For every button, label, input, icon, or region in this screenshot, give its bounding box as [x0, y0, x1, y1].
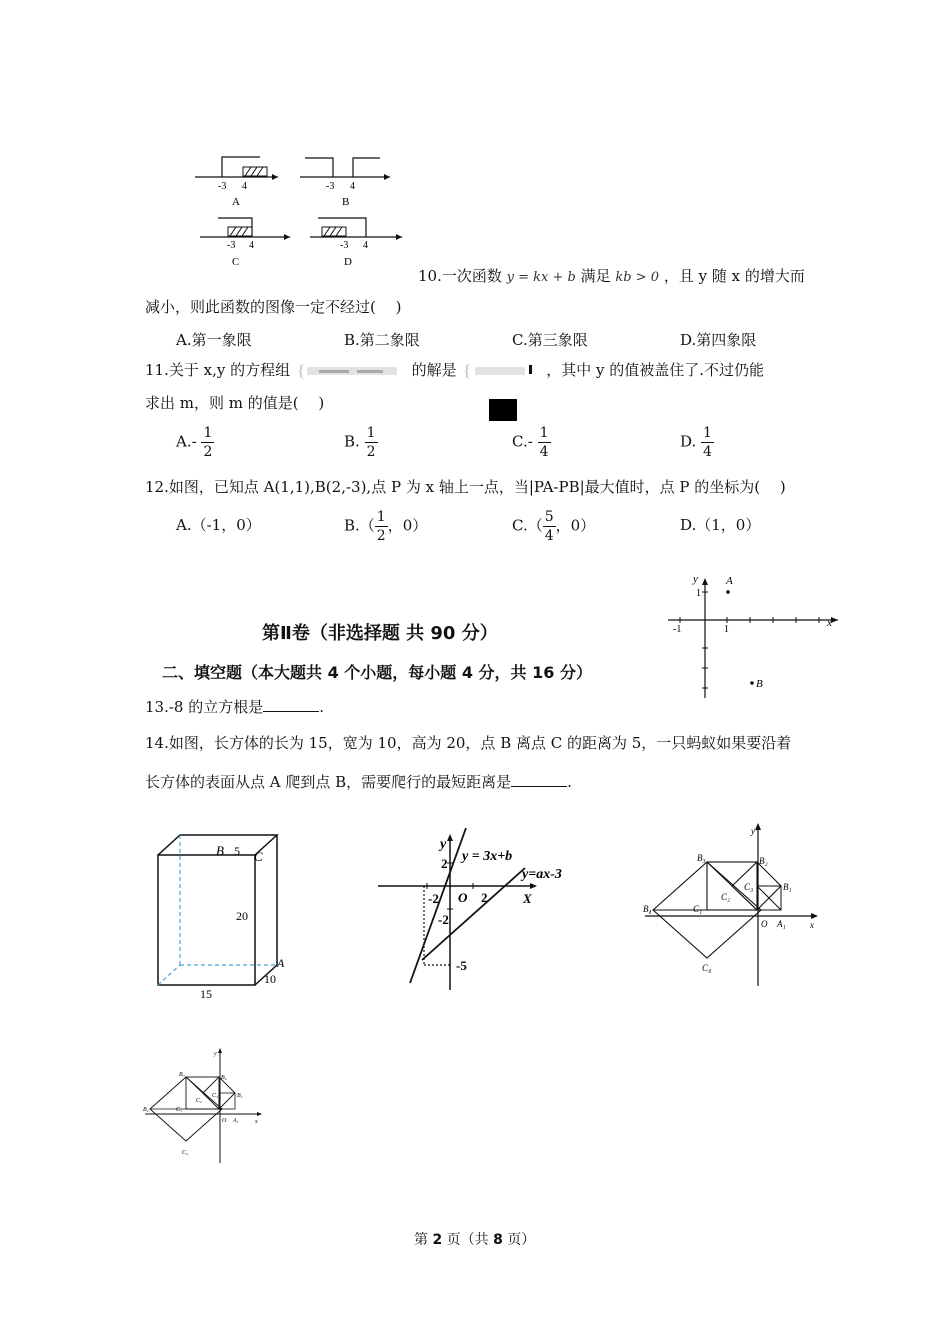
tick-label: -3	[340, 240, 349, 251]
question-13: 13.-8 的立方根是 .	[145, 698, 325, 716]
x-tick-1: 1	[724, 624, 729, 635]
answer-blank[interactable]	[511, 772, 567, 787]
svg-text:C₁: C₁	[693, 904, 703, 914]
svg-text:{: {	[463, 362, 472, 380]
section-title: 二、填空题（本大题共 4 个小题，每小题 4 分，共 16 分）	[162, 663, 592, 682]
option-label-b: B	[342, 196, 350, 208]
svg-text:C₂: C₂	[196, 1098, 203, 1104]
part-2-title: 第Ⅱ卷（非选择题 共 90 分）	[262, 623, 498, 644]
question-12-text: 12.如图，已知点 A(1,1),B(2,-3),点 P 为 x 轴上一点，当|PA-PB|最大值时，点 P 的坐标为( )	[145, 478, 786, 496]
label-15: 15	[200, 987, 212, 1001]
svg-text:B₃: B₃	[697, 853, 706, 863]
q11-option-c: C.- $\frac{1}{4}$	[512, 425, 549, 460]
number-line-diagrams	[190, 150, 420, 275]
q11-option-a: A.- $\frac{1}{2}$	[176, 425, 213, 460]
option-label-a: A	[232, 196, 240, 208]
label-5: 5	[234, 844, 240, 858]
tick-label: 4	[363, 240, 368, 251]
svg-text:B₁: B₁	[237, 1093, 243, 1099]
q11-option-d: D. $\frac{1}{4}$	[680, 425, 712, 460]
tick-neg5: -5	[456, 958, 467, 973]
svg-text:C₃: C₃	[744, 882, 754, 892]
label-b: B	[216, 843, 224, 858]
page-total: 8	[493, 1232, 503, 1248]
squares-figure-large	[640, 818, 830, 988]
svg-text:y: y	[214, 1051, 217, 1057]
tick-2-y: 2	[441, 856, 448, 871]
linear-functions-figure	[370, 828, 590, 993]
y-tick-1: 1	[696, 588, 701, 599]
q10-formula: y = kx + b	[506, 270, 576, 285]
label-c: C	[254, 849, 263, 864]
tick-label: 4	[242, 181, 247, 192]
page-number: 2	[432, 1232, 443, 1248]
svg-text:x: x	[810, 920, 814, 930]
coordinate-plot-q12	[660, 570, 850, 700]
number-line-d	[310, 218, 402, 268]
svg-text:C₁: C₁	[176, 1107, 183, 1113]
option-label-d: D	[344, 256, 352, 268]
question-10-line2: 减小，则此函数的图像一定不经过( )	[145, 298, 402, 316]
svg-text:O: O	[222, 1118, 227, 1124]
q12-option-b: B.（ $\frac{1}{2}$ ，0）	[344, 509, 428, 544]
tick-label: -3	[326, 181, 335, 192]
svg-text:C₂: C₂	[721, 892, 731, 902]
q11-option-b: B. $\frac{1}{2}$	[344, 425, 376, 460]
q10-option-d: D.第四象限	[680, 331, 757, 349]
question-11-line2: 求出 m，则 m 的值是( )	[145, 394, 325, 412]
svg-text:B₄: B₄	[643, 904, 652, 914]
svg-text:C₄: C₄	[702, 963, 712, 973]
equation-2: y=ax-3	[522, 867, 562, 882]
tick-label: 4	[249, 240, 254, 251]
q10-option-b: B.第二象限	[344, 331, 420, 349]
tick-neg2-x: -2	[428, 891, 439, 906]
number-line-b	[300, 158, 390, 208]
svg-text:A₁: A₁	[777, 919, 786, 929]
svg-text:x: x	[255, 1119, 258, 1125]
q12-option-d: D.（1，0）	[680, 516, 761, 534]
svg-text:C₃: C₃	[212, 1093, 219, 1099]
x-axis-label: x	[827, 617, 832, 629]
number-line-a	[195, 157, 278, 208]
label-a: A	[277, 956, 285, 970]
cuboid-figure	[150, 825, 300, 1005]
covered-value-block	[489, 399, 517, 421]
svg-text:B₄: B₄	[143, 1107, 149, 1113]
solution-image	[461, 362, 541, 380]
svg-text:B₃: B₃	[179, 1072, 185, 1078]
label-20: 20	[236, 909, 248, 923]
tick-label: -3	[227, 240, 236, 251]
number-line-c	[200, 218, 290, 268]
question-14-line1: 14.如图，长方体的长为 15，宽为 10，高为 20，点 B 离点 C 的距离为 5，一只蚂蚁如果要沿着	[145, 734, 792, 752]
q12-option-c: C.（ $\frac{5}{4}$ ，0）	[512, 509, 596, 544]
tick-label: 4	[350, 181, 355, 192]
question-11-line1: 11.关于 x,y 的方程组 { 的解是 { ，其中 y 的值被盖住了.不过仍能	[145, 361, 765, 380]
answer-blank[interactable]	[263, 697, 319, 712]
y-axis-label: y	[693, 573, 698, 585]
svg-text:B₁: B₁	[783, 882, 792, 892]
question-10-line1: 10.一次函数 y = kx + b 满足 kb > 0 ，且 y 随 x 的增大而	[418, 267, 805, 285]
q12-option-a: A.（-1，0）	[176, 516, 261, 534]
point-b-label: B	[756, 678, 763, 690]
svg-text:{: {	[296, 362, 306, 380]
question-14-line2: 长方体的表面从点 A 爬到点 B，需要爬行的最短距离是 .	[145, 773, 572, 791]
x-tick-neg1: -1	[673, 624, 682, 635]
svg-text:B₂: B₂	[759, 856, 768, 866]
page-footer: 第 2 页（共 8 页）	[414, 1232, 536, 1248]
svg-text:O: O	[761, 919, 768, 929]
tick-label: -3	[218, 181, 227, 192]
equation-1: y = 3x+b	[462, 849, 513, 864]
tick-2-x: 2	[481, 890, 488, 905]
q10-option-a: A.第一象限	[176, 331, 252, 349]
point-b	[750, 681, 754, 685]
q10-option-c: C.第三象限	[512, 331, 588, 349]
svg-text:B₂: B₂	[221, 1075, 227, 1081]
svg-text:A₁: A₁	[233, 1118, 239, 1124]
point-a-label: A	[726, 575, 733, 587]
point-a	[726, 590, 730, 594]
svg-text:y: y	[751, 826, 755, 836]
y-axis-label: y	[440, 837, 447, 852]
svg-text:C₄: C₄	[182, 1150, 189, 1156]
q10-condition: kb > 0	[615, 270, 660, 285]
origin-label: O	[458, 890, 468, 905]
equation-system-image	[295, 362, 407, 380]
option-label-c: C	[232, 256, 240, 268]
tick-neg2-y: -2	[438, 912, 449, 927]
label-10: 10	[264, 972, 276, 986]
x-axis-label: X	[523, 891, 532, 906]
squares-figure-small	[140, 1045, 270, 1165]
